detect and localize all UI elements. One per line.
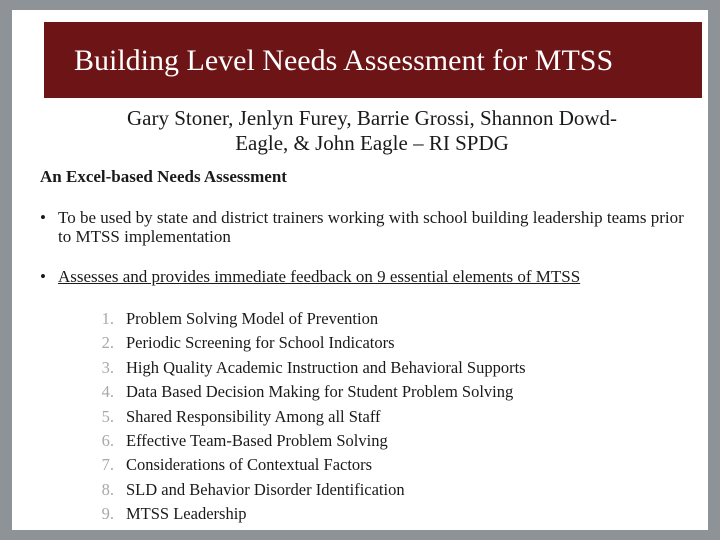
list-item-text: SLD and Behavior Disorder Identification	[126, 479, 405, 499]
slide	[12, 10, 708, 530]
list-item	[84, 406, 526, 430]
title-bar	[44, 22, 702, 98]
list-item	[84, 357, 526, 381]
list-number: 7.	[101, 455, 114, 475]
list-number: 4.	[101, 382, 114, 402]
list-number: 9.	[101, 504, 114, 524]
list-item-text: Periodic Screening for School Indicators	[126, 333, 395, 353]
list-item-text: High Quality Academic Instruction and Behavioral Supports	[126, 357, 526, 377]
list-item	[84, 430, 526, 454]
list-number: 6.	[101, 430, 114, 450]
list-item	[84, 381, 526, 405]
bullet-text: To be used by state and district trainers working with school building leadership teams prior to MTSS implementation	[58, 208, 684, 246]
bullet-icon: •	[40, 267, 46, 286]
list-number: 1.	[101, 309, 114, 328]
list-item	[84, 479, 526, 503]
list-item	[84, 503, 526, 527]
bullet-icon: •	[40, 208, 46, 227]
list-item	[84, 332, 526, 356]
essential-elements-list	[84, 308, 526, 528]
list-item-text: Considerations of Contextual Factors	[126, 455, 373, 475]
bullet-item	[40, 208, 700, 246]
bullet-text-underlined: Assesses and provides immediate feedback on 9 essential elements of MTSS	[58, 267, 581, 286]
authors-line-2: Eagle, & John Eagle – RI SPDG	[235, 131, 509, 155]
slide-title: Building Level Needs Assessment for MTSS	[74, 44, 614, 77]
authors-line-1: Gary Stoner, Jenlyn Furey, Barrie Grossi, Shannon Dowd-	[126, 106, 618, 130]
section-heading: An Excel-based Needs Assessment	[40, 167, 287, 186]
list-number: 2.	[101, 333, 114, 353]
bullet-item	[40, 267, 700, 286]
list-item-text: Effective Team-Based Problem Solving	[126, 430, 388, 450]
list-number: 3.	[101, 357, 114, 377]
authors-subtitle	[67, 106, 677, 156]
list-item	[84, 454, 526, 478]
list-item-text: Problem Solving Model of Prevention	[126, 309, 379, 328]
list-item-text: Data Based Decision Making for Student Problem Solving	[126, 382, 514, 402]
list-item-text: Shared Responsibility Among all Staff	[126, 406, 381, 426]
list-item-text: MTSS Leadership	[126, 504, 247, 524]
list-item	[84, 308, 526, 332]
list-number: 8.	[101, 479, 114, 499]
list-number: 5.	[101, 406, 114, 426]
